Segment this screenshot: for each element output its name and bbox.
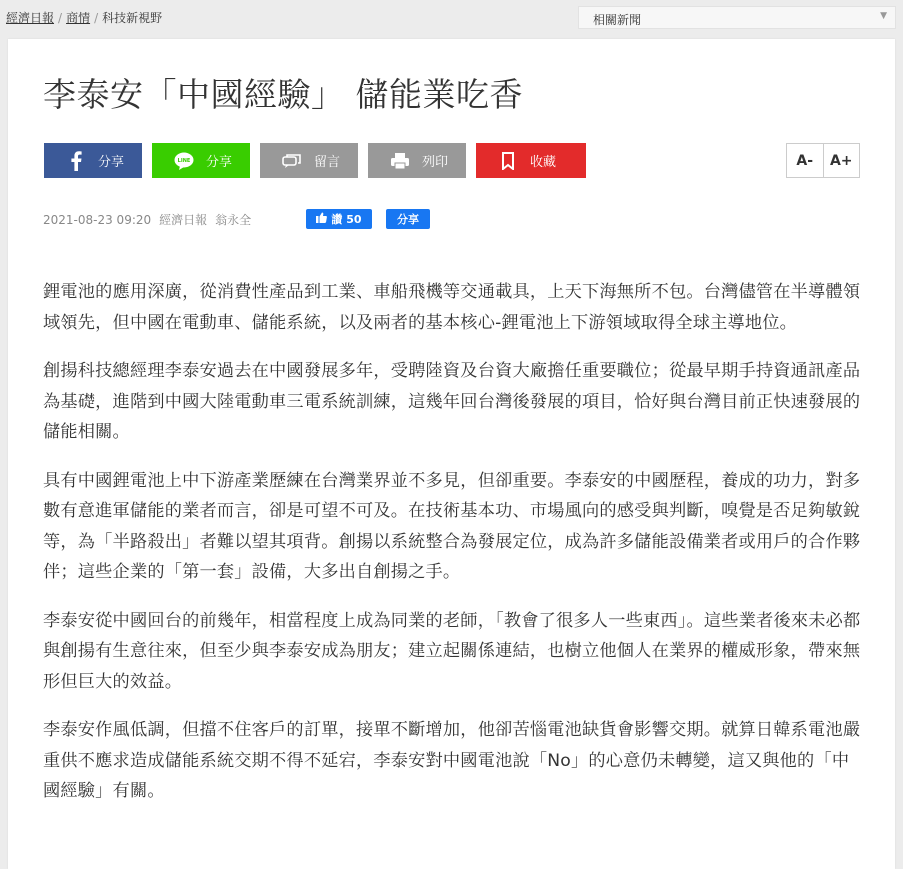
- article-paragraph: 李泰安從中國回台的前幾年，相當程度上成為同業的老師，「教會了很多人一些東西」。這些業者後來未必都與創揚有生意往來，但至少與李泰安成為朋友；建立起關係連結，也樹立他個人在業界的權威形象，帶來無形但巨大的效益。: [43, 610, 861, 692]
- thumbs-up-icon: [316, 212, 327, 226]
- comment-button[interactable]: [260, 143, 358, 178]
- related-news-label: 相關新聞: [593, 13, 642, 27]
- article-title: 李泰安「中國經驗」 儲能業吃香: [43, 75, 523, 114]
- printer-icon: [390, 151, 410, 171]
- facebook-icon: [66, 151, 86, 171]
- facebook-share-button[interactable]: [44, 143, 142, 178]
- article-card: [8, 39, 895, 869]
- breadcrumb-separator: /: [94, 11, 99, 25]
- publish-date: 2021-08-23 09:20: [43, 213, 152, 227]
- breadcrumb: [6, 9, 162, 26]
- article-author: 翁永全: [215, 213, 252, 227]
- article-paragraph: 鋰電池的應用深廣，從消費性產品到工業、車船飛機等交通載具，上天下海無所不包。台灣儘管在半導體領域領先，但中國在電動車、儲能系統，以及兩者的基本核心-鋰電池上下游領域取得全球主導地位。: [43, 282, 861, 333]
- related-news-dropdown[interactable]: [578, 6, 896, 29]
- print-label: 列印: [422, 155, 449, 170]
- article-source: 經濟日報: [159, 213, 208, 227]
- font-increase-button[interactable]: A+: [829, 152, 853, 169]
- article-paragraph: 創揚科技總經理李泰安過去在中國發展多年，受聘陸資及台資大廠擔任重要職位；從最早期手持資通訊產品為基礎，進階到中國大陸電動車三電系統訓練，這幾年回台灣後發展的項目，恰好與台灣目前正快速發展的儲能相關。: [43, 361, 861, 442]
- print-button[interactable]: [368, 143, 466, 178]
- facebook-widget-share-button[interactable]: 分享: [386, 209, 430, 229]
- bookmark-icon: [498, 151, 518, 171]
- comment-label: 留言: [314, 155, 341, 170]
- facebook-share-label: 分享: [98, 155, 125, 170]
- breadcrumb-current: 科技新視野: [102, 11, 163, 25]
- line-share-label: 分享: [206, 155, 233, 170]
- top-bar: [0, 0, 903, 36]
- breadcrumb-separator: /: [58, 11, 63, 25]
- like-count: 讚 50: [331, 213, 362, 226]
- font-size-control: [786, 143, 860, 178]
- favorite-button[interactable]: [476, 143, 586, 178]
- article-paragraph: 李泰安作風低調，但擋不住客戶的訂單，接單不斷增加，他卻苦惱電池缺貨會影響交期。就算日韓系電池嚴重供不應求造成儲能系統交期不得不延宕，李泰安對中國電池說「No」的心意仍未轉變，這又與他的「中國經驗」有關。: [43, 720, 861, 801]
- article-body: [43, 277, 861, 825]
- article-paragraph: 具有中國鋰電池上中下游產業歷練在台灣業界並不多見，但卻重要。李泰安的中國歷程，養成的功力，對多數有意進軍儲能的業者而言，卻是可望不可及。在技術基本功、市場風向的感受與判斷，嗅覺是否足夠敏銳等，為「半路殺出」者難以望其項背。創揚以系統整合為發展定位，成為許多儲能設備業者或用戶的合作夥伴；這些企業的「第一套」設備，大多出自創揚之手。: [43, 470, 861, 582]
- line-icon: [174, 151, 194, 171]
- line-share-button[interactable]: [152, 143, 250, 178]
- breadcrumb-home-link[interactable]: 經濟日報: [6, 11, 55, 25]
- svg-text:LINE: LINE: [177, 157, 191, 164]
- font-decrease-button[interactable]: A-: [787, 144, 824, 177]
- favorite-label: 收藏: [530, 155, 557, 170]
- facebook-like-button[interactable]: [306, 209, 372, 229]
- comment-icon: [282, 151, 302, 171]
- breadcrumb-category-link[interactable]: 商情: [66, 11, 91, 25]
- chevron-down-icon: ▼: [880, 11, 887, 21]
- article-meta: [43, 211, 259, 228]
